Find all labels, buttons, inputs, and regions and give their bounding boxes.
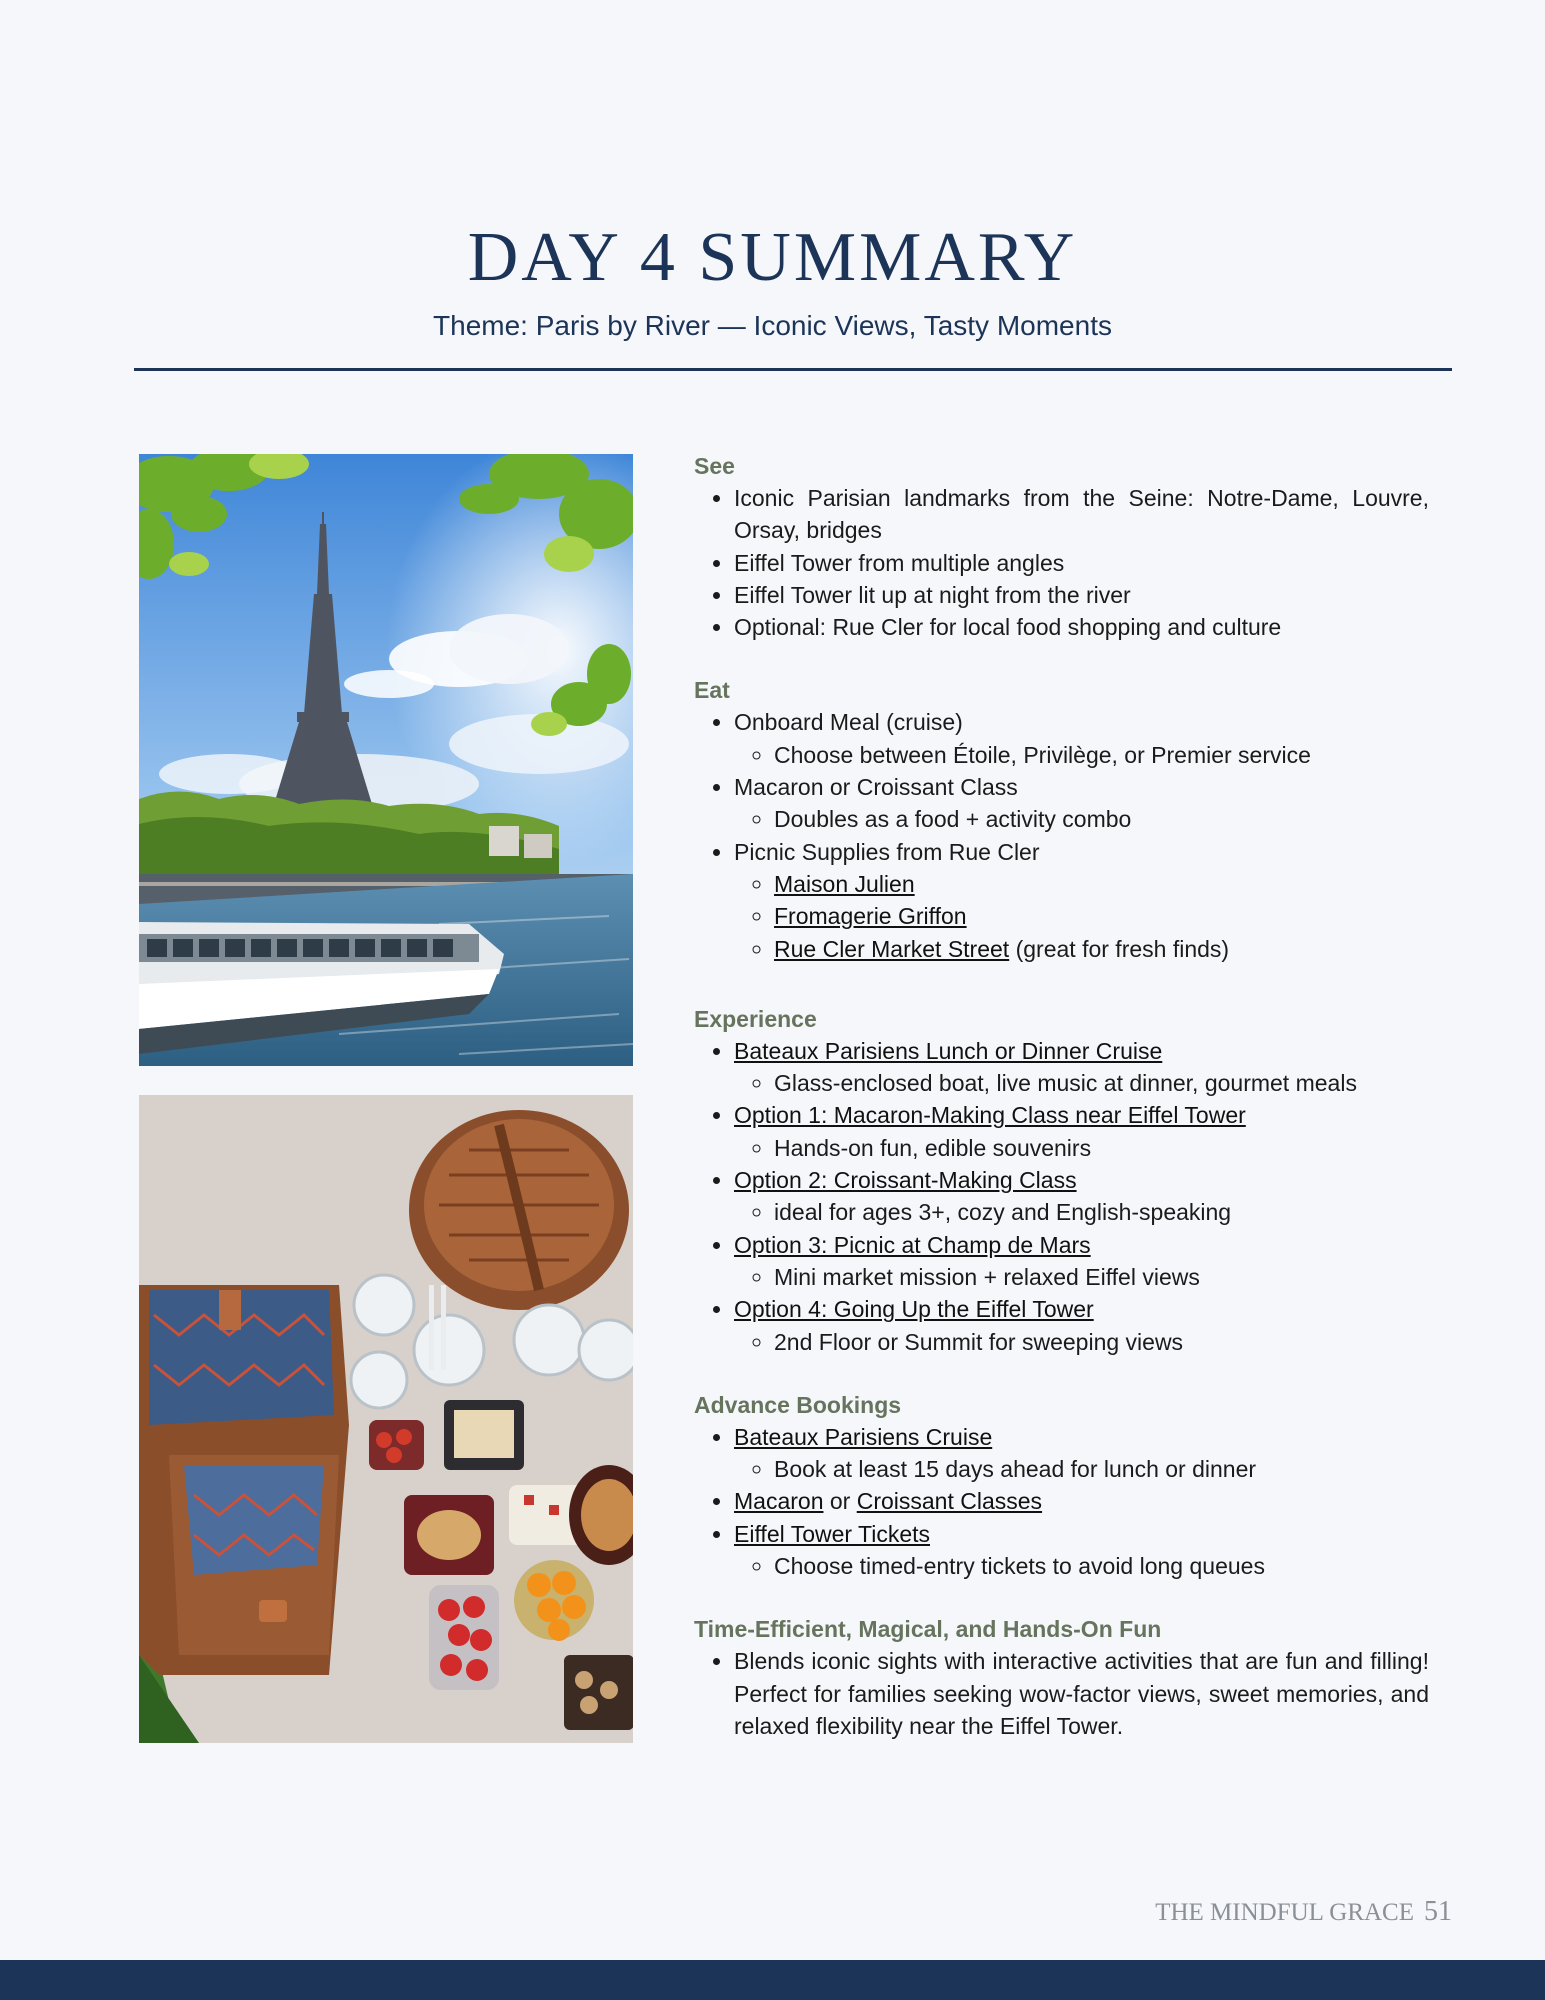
list-item-label: Picnic Supplies from Rue Cler [734, 838, 1040, 865]
list-item [734, 1421, 1429, 1486]
list-item [734, 1485, 1429, 1517]
list-item-label: Macaron or Croissant Class [734, 774, 1018, 801]
croissant-class-link[interactable]: Option 2: Croissant-Making Class [734, 1167, 1077, 1194]
list-item [734, 1518, 1429, 1583]
list-item [734, 1229, 1429, 1294]
header-divider [134, 368, 1452, 371]
bookings-heading: Advance Bookings [694, 1391, 902, 1418]
experience-section [694, 1003, 1429, 1358]
footer-brand: THE MINDFUL GRACE [1155, 1899, 1414, 1926]
list-item: • Optional: Rue Cler for local food shopping and culture [734, 611, 1429, 643]
list-item: • Iconic Parisian landmarks from the Seine: Notre-Dame, Louvre, Orsay, bridges [734, 482, 1429, 547]
list-item [734, 1035, 1429, 1100]
list-item: • Blends iconic sights with interactive activities that are fun and filling! Perfect for families seeking wow-factor views, sweet memories, and relaxed flexibility near the Eiffel Tower. [734, 1645, 1429, 1742]
eiffel-tickets-link[interactable]: Eiffel Tower Tickets [734, 1520, 931, 1547]
macaron-class-link[interactable]: Option 1: Macaron-Making Class near Eiffel Tower [734, 1102, 1246, 1129]
fun-heading: Time-Efficient, Magical, and Hands-On Fun [694, 1616, 1162, 1643]
sub-list-item: ◦ ideal for ages 3+, cozy and English-speaking [774, 1196, 1429, 1228]
list-item-label: Onboard Meal (cruise) [734, 709, 963, 736]
itinerary-content [694, 450, 1429, 1773]
list-item [734, 1293, 1429, 1358]
see-section [694, 450, 1429, 643]
sub-list-item: ◦ 2nd Floor or Summit for sweeping views [774, 1326, 1429, 1358]
list-text: or [823, 1488, 857, 1515]
eiffel-tower-climb-link[interactable]: Option 4: Going Up the Eiffel Tower [734, 1296, 1094, 1323]
experience-heading: Experience [694, 1005, 817, 1032]
list-item [734, 1164, 1429, 1229]
macaron-booking-link[interactable]: Macaron [734, 1488, 824, 1515]
sub-list-item: ◦ Glass-enclosed boat, live music at dinner, gourmet meals [774, 1067, 1429, 1099]
croissant-booking-link[interactable]: Croissant Classes [856, 1488, 1043, 1515]
sub-list-item: ◦ Doubles as a food + activity combo [774, 803, 1429, 835]
page-title: DAY 4 SUMMARY [467, 219, 1078, 296]
sub-list-item: ◦ Mini market mission + relaxed Eiffel views [774, 1261, 1429, 1293]
maison-julien-link[interactable]: Maison Julien [774, 870, 915, 897]
rue-cler-market-link[interactable]: Rue Cler Market Street [774, 935, 1010, 962]
sub-list-item: ◦ Choose timed-entry tickets to avoid long queues [774, 1550, 1429, 1582]
sub-list-text: (great for fresh finds) [1009, 935, 1230, 962]
list-item: • Eiffel Tower from multiple angles [734, 547, 1429, 579]
list-item [734, 1099, 1429, 1164]
sub-list-item: ◦ Book at least 15 days ahead for lunch or dinner [774, 1453, 1429, 1485]
sub-list-item [774, 900, 1429, 932]
sub-list-item: ◦ Hands-on fun, edible souvenirs [774, 1132, 1429, 1164]
sub-list-item [774, 868, 1429, 900]
list-item [734, 771, 1429, 836]
eat-section [694, 674, 1429, 964]
bookings-section [694, 1389, 1429, 1582]
eiffel-tower-photo [139, 454, 633, 1066]
see-heading: See [694, 453, 735, 479]
page-number: 51 [1424, 1896, 1452, 1927]
list-item: • Eiffel Tower lit up at night from the river [734, 579, 1429, 611]
page-footer [1155, 1896, 1452, 1928]
sub-list-item: ◦ Choose between Étoile, Privilège, or Premier service [774, 739, 1429, 771]
bottom-bar [0, 1960, 1545, 2000]
fromagerie-griffon-link[interactable]: Fromagerie Griffon [774, 903, 967, 930]
fun-section [694, 1613, 1429, 1742]
page-theme: Theme: Paris by River — Iconic Views, Tasty Moments [433, 310, 1112, 341]
list-item [734, 706, 1429, 771]
list-item [734, 836, 1429, 965]
picnic-champ-de-mars-link[interactable]: Option 3: Picnic at Champ de Mars [734, 1231, 1091, 1258]
bateaux-cruise-link[interactable]: Bateaux Parisiens Lunch or Dinner Cruise [734, 1037, 1163, 1064]
picnic-photo [139, 1095, 633, 1743]
bateaux-booking-link[interactable]: Bateaux Parisiens Cruise [734, 1423, 993, 1450]
sub-list-item [774, 933, 1429, 965]
eat-heading: Eat [694, 677, 730, 704]
